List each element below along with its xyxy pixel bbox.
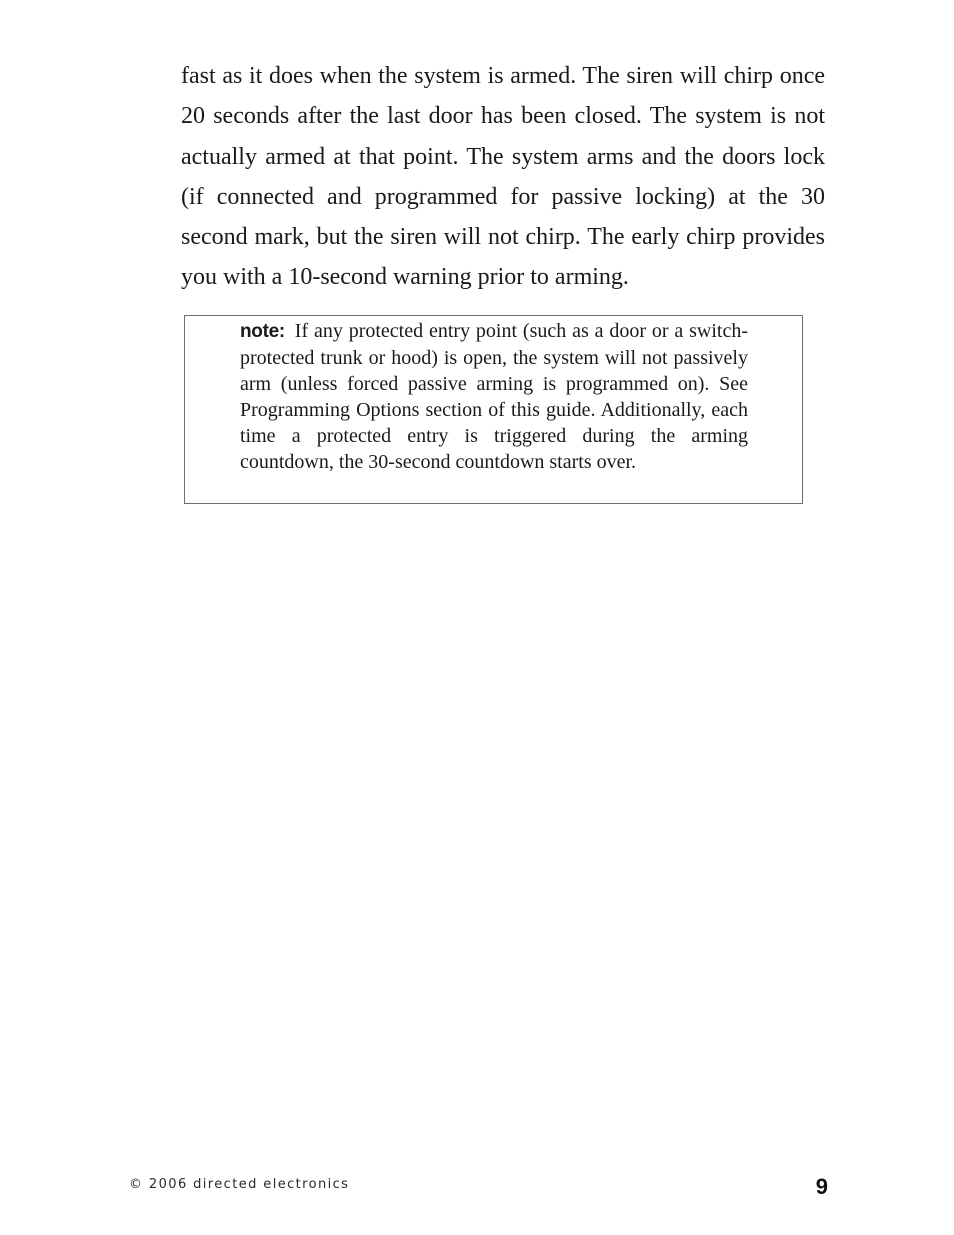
- note-box: [184, 315, 803, 504]
- footer-copyright: © 2006 directed electronics: [129, 1177, 350, 1192]
- page-number: 9: [815, 1174, 828, 1199]
- note-content: [240, 318, 748, 475]
- body-paragraph: fast as it does when the system is armed. The siren will chirp once 20 seconds after the last door has been closed. The system is not actually armed at that point. The system arms and the doors lock (if connected and programmed for passive locking) at the 30 second mark, but the siren will not chirp. The early chirp provides you with a 10-second warning prior to arming.: [181, 63, 825, 291]
- note-text: If any protected entry point (such as a door or a switch-protected trunk or hood) is open, the system will not passively arm (unless forced passive arming is programmed on). See Programming Options section of this guide. Additionally, each time a protected entry is triggered during the arming countdown, the 30-second countdown starts over.: [240, 320, 748, 473]
- note-label: note:: [240, 321, 285, 342]
